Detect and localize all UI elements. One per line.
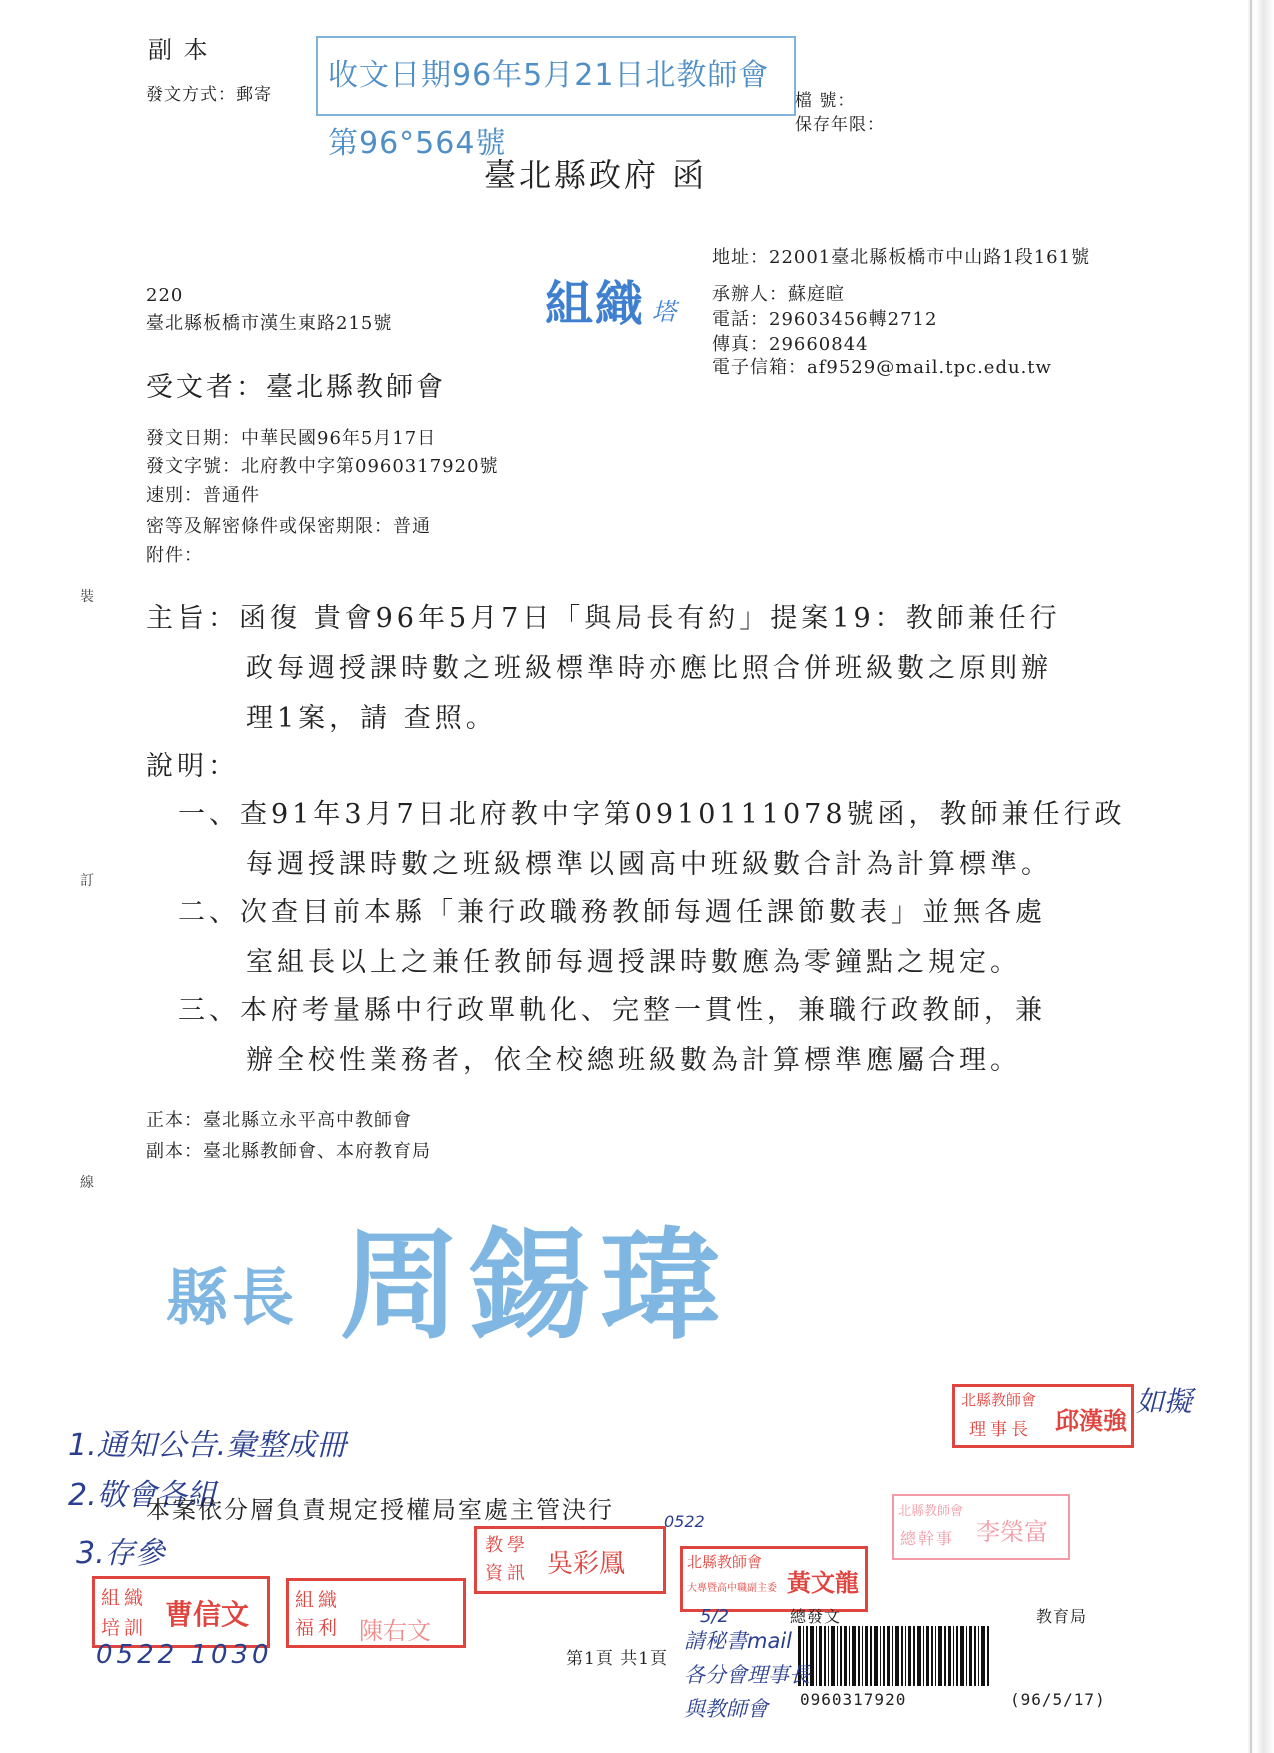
handwritten-note-1: 1.通知公告.彙整成冊 — [68, 1428, 347, 1463]
chairman-note: 如擬 — [1136, 1385, 1193, 1418]
huang-seal-org: 北縣教師會 — [687, 1553, 763, 1571]
org-welfare-seal-title-1: 組織 — [295, 1589, 342, 1611]
explanation-item-2-cont: 室組長以上之兼任教師每週授課時數應為零鐘點之規定。 — [246, 947, 1021, 978]
document-title: 臺北縣政府 函 — [484, 156, 708, 194]
recipient-address: 臺北縣板橋市漢生東路215號 — [146, 313, 393, 334]
barcode — [798, 1626, 1098, 1686]
handwritten-date-small: 0522 — [664, 1512, 705, 1531]
original-recipient: 正本：臺北縣立永平高中教師會 — [146, 1110, 412, 1131]
teaching-seal-title-2: 資訊 — [485, 1563, 529, 1584]
send-date: 發文日期：中華民國96年5月17日 — [146, 428, 437, 449]
cc-recipient: 副本：臺北縣教師會、本府教育局 — [146, 1141, 431, 1162]
secretary-seal — [892, 1494, 1070, 1560]
phone: 電話：29603456轉2712 — [712, 309, 938, 330]
teaching-seal-name: 吳彩鳳 — [547, 1549, 626, 1579]
chairman-seal — [952, 1384, 1134, 1448]
explanation-item-1: 一、查91年3月7日北府教中字第0910111078號函，教師兼任行政 — [178, 799, 1126, 830]
org-welfare-seal — [286, 1578, 466, 1648]
file-number-label: 檔 號： — [795, 91, 856, 111]
margin-mark-xian: 線 — [80, 1175, 94, 1191]
margin-mark-zhuang: 裝 — [80, 589, 94, 605]
zip-code: 220 — [146, 285, 184, 306]
cao-seal-title-1: 組織 — [101, 1587, 148, 1609]
subject-line-1: 主旨：函復 貴會96年5月7日「與局長有約」提案19：教師兼任行 — [146, 603, 1061, 634]
huang-seal-title: 大專暨高中職副主委 — [687, 1583, 777, 1594]
handwritten-time: 0522 1030 — [96, 1640, 273, 1670]
recipient: 受文者：臺北縣教師會 — [146, 372, 446, 403]
secretary-seal-org: 北縣教師會 — [898, 1504, 964, 1519]
cao-seal-name: 曹信文 — [165, 1598, 250, 1631]
send-method: 發文方式：郵寄 — [146, 85, 272, 105]
org-stamp-note: 塔 — [652, 298, 676, 326]
subject-line-2: 政每週授課時數之班級標準時亦應比照合併班級數之原則辦 — [246, 653, 1052, 684]
page-number: 第1頁 共1頁 — [566, 1649, 669, 1669]
chairman-seal-name: 邱漢強 — [1055, 1407, 1127, 1435]
explanation-label: 說明： — [146, 751, 239, 782]
org-welfare-seal-name: 陳右文 — [359, 1617, 431, 1645]
chairman-seal-title: 理事長 — [969, 1420, 1032, 1440]
explanation-item-1-cont: 每週授課時數之班級標準以國高中班級數合計為計算標準。 — [246, 849, 1052, 880]
cao-seal — [92, 1576, 270, 1648]
explanation-item-3: 三、本府考量縣中行政單軌化、完整一貫性，兼職行政教師，兼 — [178, 995, 1046, 1026]
cao-seal-title-2: 培訓 — [101, 1617, 148, 1639]
email: 電子信箱：af9529@mail.tpc.edu.tw — [712, 357, 1052, 378]
handwritten-date: 5/2 — [700, 1606, 729, 1627]
handwritten-note-2: 2.敬會各組 — [68, 1478, 217, 1513]
attachment: 附件： — [146, 545, 203, 566]
huang-seal — [680, 1546, 868, 1612]
barcode-date: (96/5/17) — [1010, 1690, 1106, 1709]
secrecy: 密等及解密條件或保密期限：普通 — [146, 516, 431, 537]
teaching-seal-title-1: 教學 — [485, 1535, 529, 1556]
copy-label: 副 本 — [148, 36, 210, 64]
signature-name: 周錫瑋 — [340, 1215, 730, 1356]
margin-mark-ding: 訂 — [80, 873, 94, 889]
secretary-seal-title: 總幹事 — [900, 1529, 955, 1548]
explanation-item-3-cont: 辦全校性業務者，依全校總班級數為計算標準應屬合理。 — [246, 1045, 1021, 1076]
doc-number: 發文字號：北府教中字第0960317920號 — [146, 456, 499, 477]
chairman-seal-org: 北縣教師會 — [961, 1391, 1037, 1409]
receipt-stamp: 收文日期96年5月21日北教師會第96°564號 — [316, 36, 796, 116]
fax: 傳真：29660844 — [712, 334, 869, 355]
barcode-number: 0960317920 — [800, 1690, 907, 1709]
subject-line-3: 理1案，請 查照。 — [246, 703, 497, 734]
handler: 承辦人：蘇庭暄 — [712, 284, 845, 305]
dispatch-label: 總發文 — [790, 1607, 842, 1626]
handwritten-note-3: 3.存參 — [76, 1536, 165, 1571]
handwritten-lower-right: 請秘書mail 各分會理事長 與教師會 — [684, 1629, 810, 1721]
teaching-seal — [474, 1526, 666, 1594]
sender-address: 地址：22001臺北縣板橋市中山路1段161號 — [712, 247, 1091, 268]
speed: 速別：普通件 — [146, 485, 260, 506]
signature-title: 縣長 — [166, 1261, 299, 1334]
retention-label: 保存年限： — [795, 115, 885, 135]
bureau-label: 教育局 — [1036, 1607, 1088, 1626]
explanation-item-2: 二、次查目前本縣「兼行政職務教師每週任課節數表」並無各處 — [178, 897, 1046, 928]
huang-seal-name: 黃文龍 — [787, 1569, 859, 1597]
authorization: 本案依分層負責規定授權局室處主管決行 — [146, 1496, 614, 1524]
org-welfare-seal-title-2: 福利 — [295, 1617, 342, 1639]
secretary-seal-name: 李榮富 — [976, 1518, 1048, 1546]
org-stamp: 組織 — [545, 276, 646, 332]
scan-edge-line — [1250, 0, 1252, 1753]
